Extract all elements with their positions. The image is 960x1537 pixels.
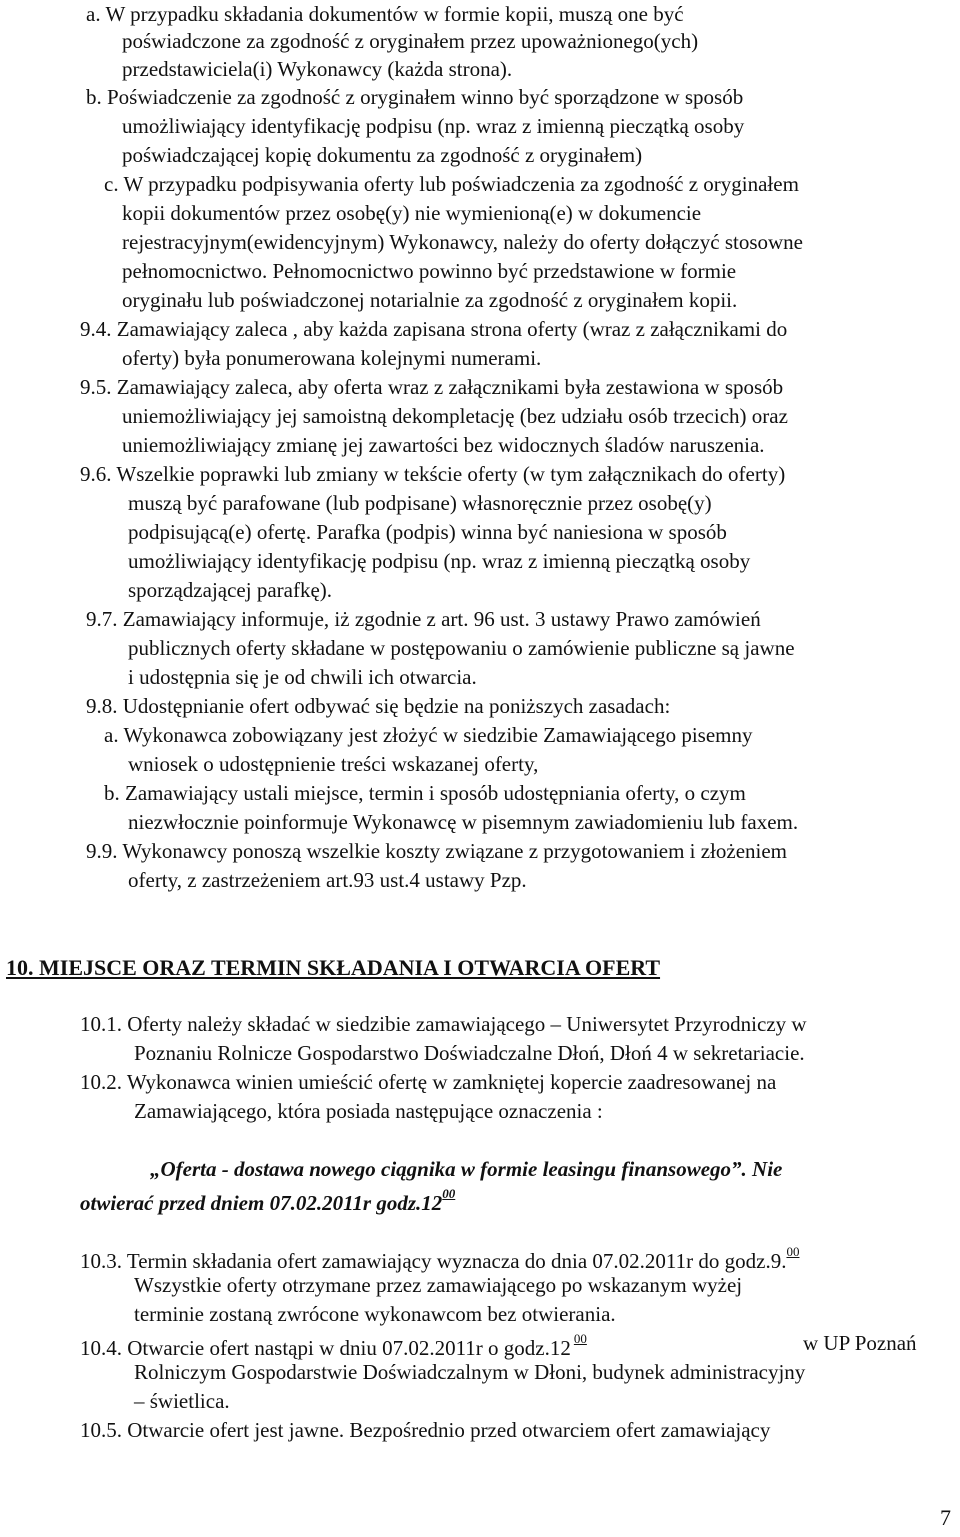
list-item-b-line1: b. Poświadczenie za zgodność z oryginałem winno być sporządzone w sposób [86,85,744,109]
page-number: 7 [940,1505,951,1530]
paragraph-9-9-line2: oferty, z zastrzeżeniem art.93 ust.4 ustawy Pzp. [128,868,527,892]
paragraph-10-4-text: 10.4. Otwarcie ofert nastąpi w dniu 07.02.2011r o godz.12 [80,1336,571,1360]
list-item-a-line3: przedstawiciela(i) Wykonawcy (każda strona). [122,57,513,81]
envelope-marking-line2 [80,1186,455,1215]
paragraph-9-8-b-line2: niezwłocznie poinformuje Wykonawcę w pisemnym zawiadomieniu lub faxem. [128,810,799,834]
paragraph-10-3-line2: Wszystkie oferty otrzymane przez zamawiającego po wskazanym wyżej [134,1273,743,1297]
paragraph-9-6-line4: umożliwiający identyfikację podpisu (np. wraz z imienną pieczątką osoby [128,549,751,573]
paragraph-10-4-sup: 00 [573,1331,587,1346]
paragraph-9-6-line2: muszą być parafowane (lub podpisane) własnoręcznie przez osobę(y) [128,491,712,515]
list-item-b-line3: poświadczającej kopię dokumentu za zgodność z oryginałem) [122,143,643,167]
paragraph-9-5-line1: 9.5. Zamawiający zaleca, aby oferta wraz z załącznikami była zestawiona w sposób [80,375,784,399]
paragraph-10-5: 10.5. Otwarcie ofert jest jawne. Bezpośrednio przed otwarciem ofert zamawiający [80,1418,771,1442]
paragraph-9-7-line2: publicznych oferty składane w postępowaniu o zamówienie publiczne są jawne [128,636,795,660]
list-item-b-line2: umożliwiający identyfikację podpisu (np. wraz z imienną pieczątką osoby [122,114,745,138]
paragraph-9-9-line1: 9.9. Wykonawcy ponoszą wszelkie koszty związane z przygotowaniem i złożeniem [86,839,788,863]
list-item-c-line2: kopii dokumentów przez osobę(y) nie wymienioną(e) w dokumencie [122,201,702,225]
paragraph-10-3-line1 [80,1244,799,1273]
list-item-a-line1: a. W przypadku składania dokumentów w formie kopii, muszą one być [86,2,684,26]
section-10-heading: 10. MIEJSCE ORAZ TERMIN SKŁADANIA I OTWARCIA OFERT [6,955,661,980]
paragraph-10-2-line1: 10.2. Wykonawca winien umieścić ofertę w zamkniętej kopercie zaadresowanej na [80,1070,777,1094]
paragraph-10-3-line3: terminie zostaną zwrócone wykonawcom bez otwierania. [134,1302,616,1326]
paragraph-9-6-line5: sporządzającej parafkę). [128,578,333,602]
list-item-a-line2: poświadczone za zgodność z oryginałem przez upoważnionego(ych) [122,29,699,53]
paragraph-9-7-line3: i udostępnia się je od chwili ich otwarcia. [128,665,477,689]
paragraph-9-8-b-line1: b. Zamawiający ustali miejsce, termin i sposób udostępniania oferty, o czym [104,781,746,805]
envelope-marking-line1: „Oferta - dostawa nowego ciągnika w formie leasingu finansowego”. Nie [150,1157,783,1181]
list-item-c-line3: rejestracyjnym(ewidencyjnym) Wykonawcy, należy do oferty dołączyć stosowne [122,230,803,254]
paragraph-10-1-line1: 10.1. Oferty należy składać w siedzibie zamawiającego – Uniwersytet Przyrodniczy w [80,1012,807,1036]
paragraph-9-8-a-line1: a. Wykonawca zobowiązany jest złożyć w siedzibie Zamawiającego pisemny [104,723,753,747]
paragraph-9-5-line3: uniemożliwiający zmianę jej zawartości bez widocznych śladów naruszenia. [122,433,765,457]
envelope-marking-sup: 00 [442,1186,456,1201]
paragraph-9-7-line1: 9.7. Zamawiający informuje, iż zgodnie z art. 96 ust. 3 ustawy Prawo zamówień [86,607,761,631]
paragraph-9-6-line1: 9.6. Wszelkie poprawki lub zmiany w tekście oferty (w tym załącznikach do oferty) [80,462,786,486]
paragraph-9-4-line1: 9.4. Zamawiający zaleca , aby każda zapisana strona oferty (wraz z załącznikami do [80,317,788,341]
paragraph-10-3-sup: 00 [786,1244,800,1259]
paragraph-10-4-line1b: w UP Poznań [803,1331,917,1355]
envelope-marking-text: otwierać przed dniem 07.02.2011r godz.12 [80,1191,443,1215]
paragraph-9-8-a-line2: wniosek o udostępnienie treści wskazanej oferty, [128,752,539,776]
paragraph-10-4-line2: Rolniczym Gospodarstwie Doświadczalnym w Dłoni, budynek administracyjny [134,1360,806,1384]
list-item-c-line4: pełnomocnictwo. Pełnomocnictwo powinno być przedstawione w formie [122,259,737,283]
paragraph-10-2-line2: Zamawiającego, która posiada następujące oznaczenia : [134,1099,603,1123]
paragraph-10-3-text: 10.3. Termin składania ofert zamawiający wyznacza do dnia 07.02.2011r do godz.9. [80,1249,787,1273]
paragraph-10-1-line2: Poznaniu Rolnicze Gospodarstwo Doświadczalne Dłoń, Dłoń 4 w sekretariacie. [134,1041,805,1065]
paragraph-9-8: 9.8. Udostępnianie ofert odbywać się będzie na poniższych zasadach: [86,694,671,718]
list-item-c-line5: oryginału lub poświadczonej notarialnie za zgodność z oryginałem kopii. [122,288,738,312]
list-item-c-line1: c. W przypadku podpisywania oferty lub poświadczenia za zgodność z oryginałem [104,172,799,196]
paragraph-10-4-line3: – świetlica. [134,1389,230,1413]
paragraph-9-5-line2: uniemożliwiający jej samoistną dekompletację (bez udziału osób trzecich) oraz [122,404,788,428]
paragraph-10-4-line1a [80,1331,587,1360]
paragraph-9-4-line2: oferty) była ponumerowana kolejnymi numerami. [122,346,542,370]
paragraph-9-6-line3: podpisującą(e) ofertę. Parafka (podpis) winna być naniesiona w sposób [128,520,727,544]
